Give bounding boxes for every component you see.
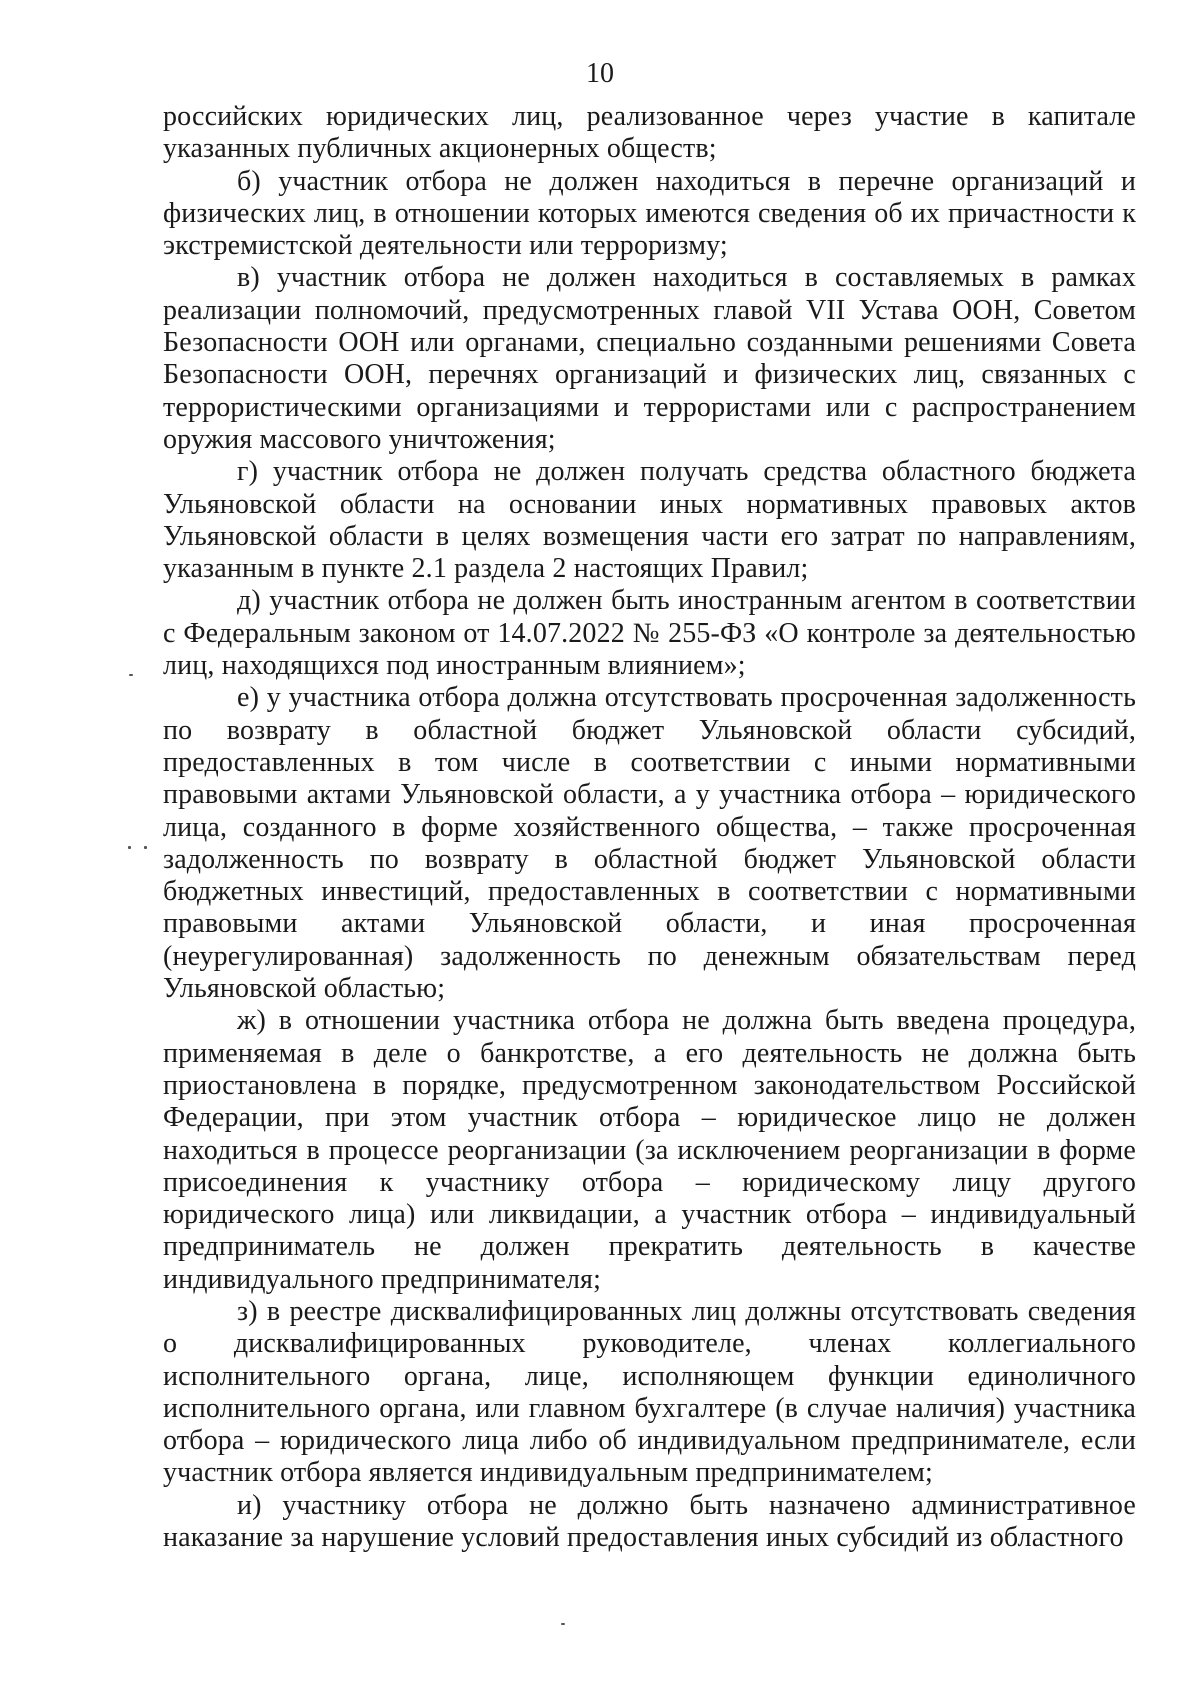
paragraph-d: д) участник отбора не должен быть иностранным агентом в соответствии с Федеральным законом от 14.07.2022 № 255-ФЗ «О контроле за деятельностью лиц, находящихся под иностранным влиянием»; xyxy=(163,585,1136,682)
paragraph-continuation: российских юридических лиц, реализованное через участие в капитале указанных публичных акционерных обществ; xyxy=(163,101,1136,165)
scan-mark-left-2 xyxy=(128,846,131,849)
page-number: 10 xyxy=(586,58,614,89)
paragraph-b: б) участник отбора не должен находиться в перечне организаций и физических лиц, в отношении которых имеются сведения об их причастности к экстремистской деятельности или терроризму; xyxy=(163,165,1136,262)
scan-mark-bottom xyxy=(561,1623,565,1625)
scan-mark-left-3 xyxy=(144,846,147,849)
paragraph-g: г) участник отбора не должен получать средства областного бюджета Ульяновской области на основании иных нормативных правовых актов Ульяновской области в целях возмещения части его затрат по направлениям, указанным в пункте 2.1 раздела 2 настоящих Правил; xyxy=(163,456,1136,585)
paragraph-e: е) у участника отбора должна отсутствовать просроченная задолженность по возврату в областной бюджет Ульяновской области субсидий, предоставленных в том числе в соответствии с иными нормативными правовыми актами Ульяновской области, а у участника отбора – юридического лица, созданного в форме хозяйственного общества, – также просроченная задолженность по возврату в областной бюджет Ульяновской области бюджетных инвестиций, предоставленных в соответствии с нормативными правовыми актами Ульяновской области, и иная просроченная (неурегулированная) задолженность по денежным обязательствам перед Ульяновской областью; xyxy=(163,682,1136,1005)
scan-mark-left-1 xyxy=(129,674,133,676)
paragraph-v: в) участник отбора не должен находиться в составляемых в рамках реализации полномочий, предусмотренных главой VII Устава ООН, Советом Безопасности ООН или органами, специально созданными решениями Совета Безопасности ООН, перечнях организаций и физических лиц, связанных с террористическими организациями и террористами или с распространением оружия массового уничтожения; xyxy=(163,262,1136,455)
paragraph-z: з) в реестре дисквалифицированных лиц должны отсутствовать сведения о дисквалифицированных руководителе, членах коллегиального исполнительного органа, лице, исполняющем функции единоличного исполнительного органа, или главном бухгалтере (в случае наличия) участника отбора – юридического лица либо об индивидуальном предпринимателе, если участник отбора является индивидуальным предпринимателем; xyxy=(163,1295,1136,1489)
document-body xyxy=(163,101,1136,1554)
paragraph-i: и) участнику отбора не должно быть назначено административное наказание за нарушение условий предоставления иных субсидий из областного xyxy=(163,1489,1136,1554)
paragraph-zh: ж) в отношении участника отбора не должна быть введена процедура, применяемая в деле о банкротстве, а его деятельность не должна быть приостановлена в порядке, предусмотренном законодательством Российской Федерации, при этом участник отбора – юридическое лицо не должен находиться в процессе реорганизации (за исключением реорганизации в форме присоединения к участнику отбора – юридическому лицу другого юридического лица) или ликвидации, а участник отбора – индивидуальный предприниматель не должен прекратить деятельность в качестве индивидуального предпринимателя; xyxy=(163,1005,1136,1295)
